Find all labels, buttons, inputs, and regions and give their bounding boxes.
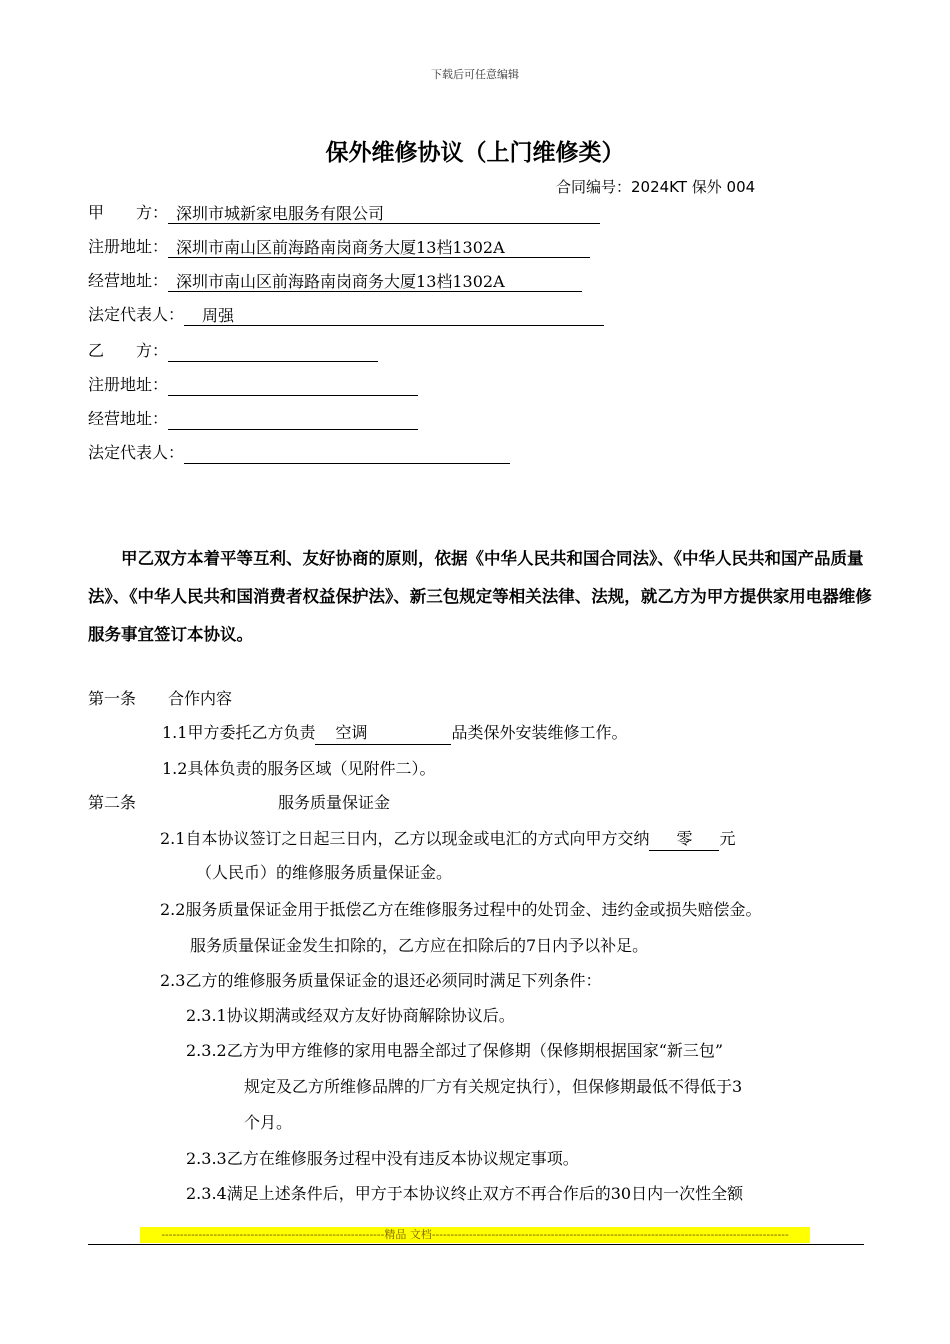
party-a-biz-row	[88, 270, 582, 292]
clause-1-1-fill	[315, 722, 451, 745]
party-a-biz-value: 深圳市南山区前海路南岗商务大厦13档1302A	[168, 271, 582, 292]
party-b-name-label: 乙 方：	[88, 341, 169, 360]
party-a-name-label: 甲 方：	[88, 203, 169, 222]
clause-1-1-pre: 1.1甲方委托乙方负责	[162, 723, 316, 742]
clause-2-3-4: 2.3.4满足上述条件后，甲方于本协议终止双方不再合作后的30日内一次性全额	[186, 1184, 744, 1203]
footer-rule	[88, 1244, 864, 1245]
clause-2-3-1: 2.3.1协议期满或经双方友好协商解除协议后。	[186, 1006, 515, 1025]
party-a-rep-label: 法定代表人：	[88, 305, 185, 324]
article-1-heading: 第一条 合作内容	[88, 689, 233, 708]
footer-banner	[140, 1227, 810, 1243]
party-b-biz-label: 经营地址：	[88, 409, 169, 428]
clause-2-1-post: 元	[719, 829, 736, 848]
party-b-rep-blank[interactable]	[184, 443, 510, 464]
party-b-reg-blank[interactable]	[168, 375, 418, 396]
footer-dash-left: ------------------------------------------------------------	[161, 1228, 385, 1241]
party-a-rep-value: 周强	[184, 305, 604, 326]
party-b-name-blank[interactable]	[168, 341, 378, 362]
party-a-reg-row	[88, 236, 590, 258]
party-b-name-row	[88, 340, 378, 362]
party-b-reg-label: 注册地址：	[88, 375, 169, 394]
contract-number: 合同编号：2024KT 保外 004	[556, 178, 756, 196]
clause-2-3-2-line2: 规定及乙方所维修品牌的厂方有关规定执行），但保修期最低不得低于3	[244, 1077, 743, 1096]
party-a-rep-row	[88, 304, 604, 326]
clause-2-2-line1: 2.2服务质量保证金用于抵偿乙方在维修服务过程中的处罚金、违约金或损失赔偿金。	[160, 900, 762, 919]
party-a-reg-label: 注册地址：	[88, 237, 169, 256]
footer-center-text: 精品 文档	[384, 1228, 432, 1241]
party-b-reg-row	[88, 374, 418, 396]
clause-2-1-fill: 零	[649, 828, 719, 851]
header-note: 下载后可任意编辑	[431, 68, 519, 81]
document-title: 保外维修协议（上门维修类）	[325, 140, 625, 166]
intro-paragraph: 甲乙双方本着平等互利、友好协商的原则，依据《中华人民共和国合同法》、《中华人民共和国产品质量法》、《中华人民共和国消费者权益保护法》、新三包规定等相关法律、法规，就乙方为甲方提供家用电器维修服务事宜签订本协议。	[88, 549, 872, 644]
clause-2-3-3: 2.3.3乙方在维修服务过程中没有违反本协议规定事项。	[186, 1149, 579, 1168]
party-a-biz-label: 经营地址：	[88, 271, 169, 290]
party-b-rep-row	[88, 442, 510, 464]
party-a-name-row	[88, 202, 600, 224]
clause-2-3-2-line1: 2.3.2乙方为甲方维修的家用电器全部过了保修期（保修期根据国家“新三包”	[186, 1041, 724, 1060]
article-2-heading-title: 服务质量保证金	[278, 793, 391, 812]
clause-2-3-2-line3: 个月。	[244, 1113, 293, 1132]
party-a-name-value: 深圳市城新家电服务有限公司	[168, 203, 600, 224]
clause-1-2: 1.2具体负责的服务区域（见附件二）。	[162, 759, 436, 778]
clause-2-1-line2: （人民币）的维修服务质量保证金。	[196, 863, 453, 882]
clause-1-1-post: 品类保外安装维修工作。	[451, 723, 628, 742]
party-b-biz-row	[88, 408, 418, 430]
footer-dash-right: ------------------------------------------------------------------------------------------------	[431, 1228, 789, 1241]
party-a-reg-value: 深圳市南山区前海路南岗商务大厦13档1302A	[168, 237, 590, 258]
party-b-biz-blank[interactable]	[168, 409, 418, 430]
clause-2-2-line2: 服务质量保证金发生扣除的，乙方应在扣除后的7日内予以补足。	[190, 936, 649, 955]
article-2-heading-num: 第二条	[88, 793, 137, 812]
clause-2-1	[160, 828, 735, 851]
clause-1-1	[162, 722, 627, 745]
clause-1-1-fill-text: 空调	[335, 723, 368, 742]
clause-2-1-pre: 2.1自本协议签订之日起三日内，乙方以现金或电汇的方式向甲方交纳	[160, 829, 650, 848]
party-b-rep-label: 法定代表人：	[88, 443, 185, 462]
clause-2-3: 2.3乙方的维修服务质量保证金的退还必须同时满足下列条件：	[160, 971, 602, 990]
